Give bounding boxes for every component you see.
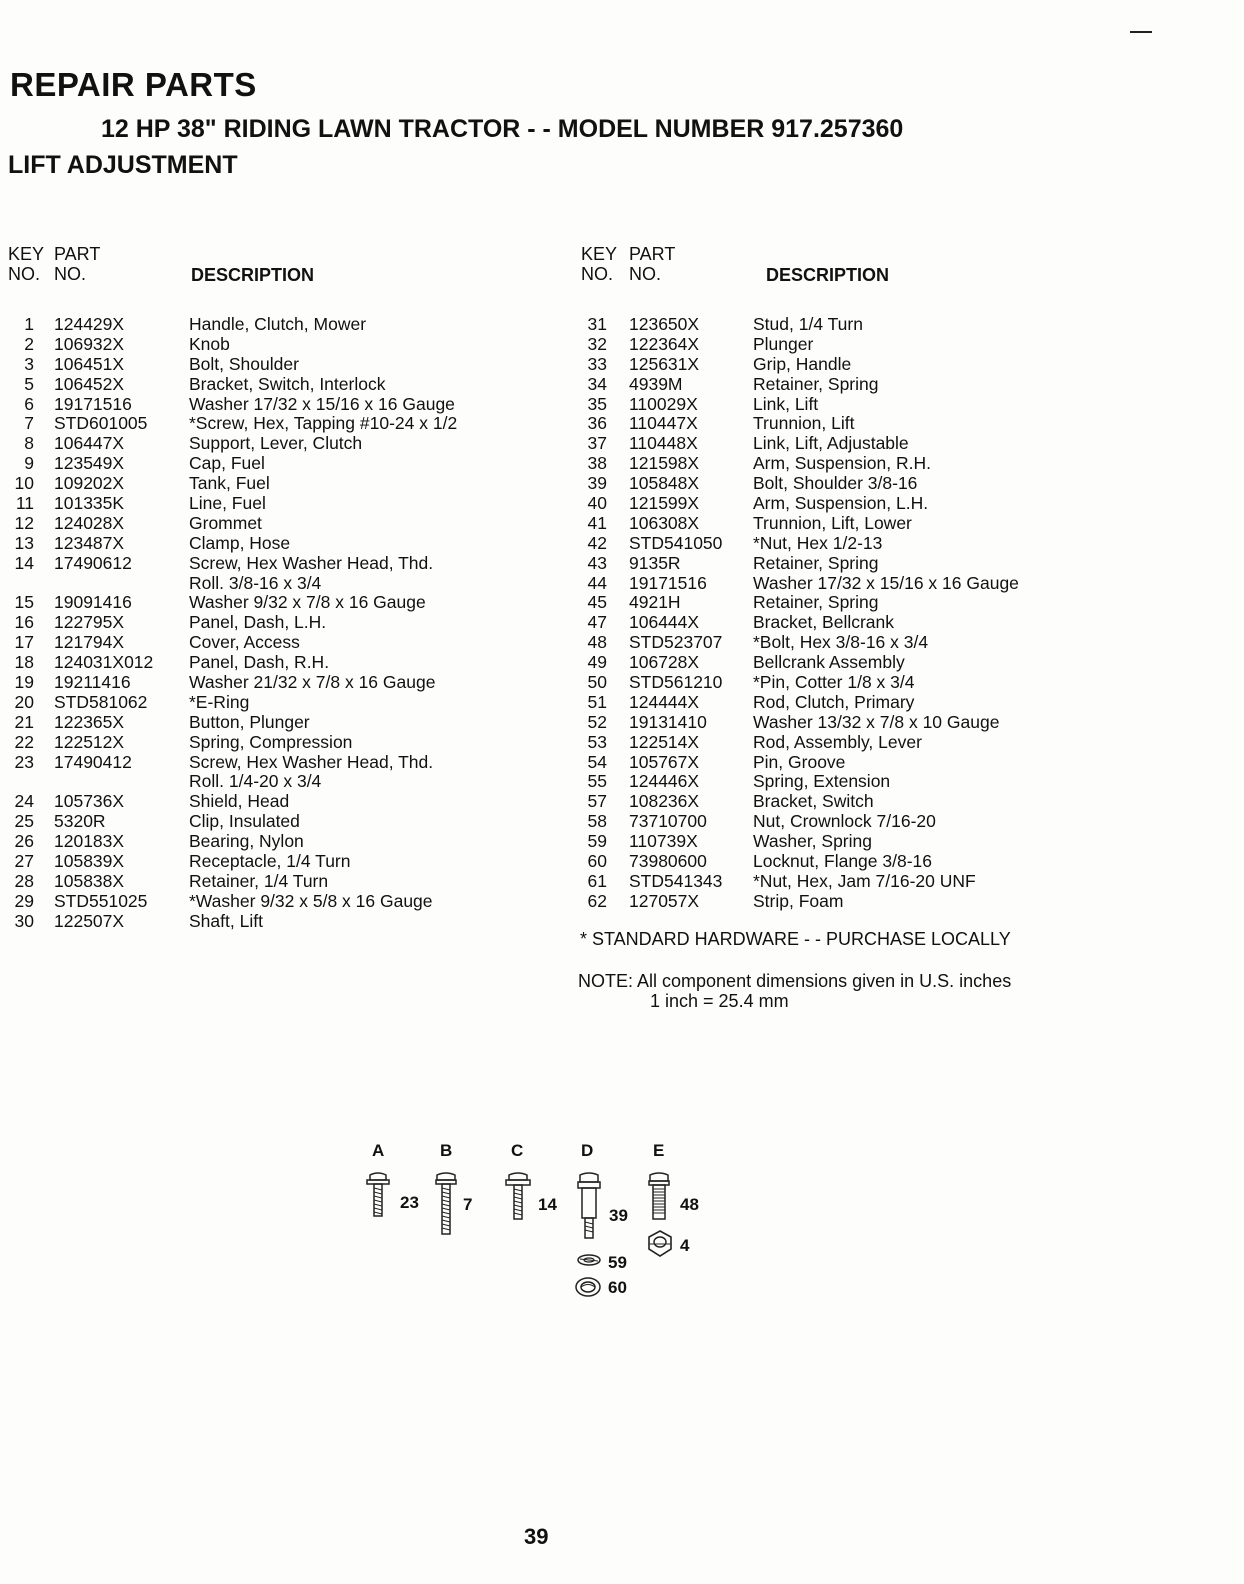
table-row — [581, 474, 1221, 494]
part-no: 105736X — [54, 791, 125, 812]
hex-washer-screw-icon — [366, 1172, 390, 1222]
key-no: 1 — [24, 314, 34, 334]
table-row — [8, 434, 568, 454]
table-row — [8, 395, 568, 415]
part-no: 19211416 — [54, 672, 131, 693]
part-no: 122795X — [54, 612, 125, 633]
table-row — [8, 772, 568, 792]
page-number: 39 — [524, 1524, 549, 1549]
description: Line, Fuel — [189, 493, 266, 514]
key-no: 13 — [14, 532, 34, 553]
key-no: 51 — [587, 691, 607, 712]
part-no: 122365X — [54, 711, 125, 732]
key-no: 35 — [587, 393, 607, 414]
key-no: 10 — [14, 473, 34, 494]
description: Washer 13/32 x 7/8 x 10 Gauge — [753, 711, 1000, 732]
table-header — [581, 245, 1221, 315]
part-no: 124031X012 — [54, 652, 154, 673]
table-row — [581, 315, 1221, 335]
hardware-label-59: 59 — [608, 1253, 627, 1272]
key-no: 45 — [587, 592, 607, 613]
part-no: 124028X — [54, 512, 125, 533]
key-no: 27 — [14, 851, 34, 872]
description: Retainer, Spring — [753, 592, 879, 613]
table-row — [8, 812, 568, 832]
table-row — [581, 772, 1221, 792]
key-no: 59 — [587, 831, 607, 852]
hardware-letter-e: E — [653, 1141, 665, 1160]
key-no: 53 — [587, 731, 607, 752]
part-no: 19091416 — [54, 592, 132, 613]
description: Handle, Clutch, Mower — [189, 314, 367, 334]
part-no: 105767X — [629, 751, 700, 772]
description: Plunger — [753, 333, 814, 354]
table-row — [8, 713, 568, 733]
description: Shield, Head — [189, 791, 290, 812]
part-no: 120183X — [54, 831, 125, 852]
key-no: 6 — [24, 393, 34, 414]
part-no: 122507X — [54, 910, 125, 931]
part-no: STD541343 — [629, 870, 723, 891]
description: Washer 21/32 x 7/8 x 16 Gauge — [189, 672, 436, 693]
key-no: 8 — [24, 433, 34, 454]
part-no: 122364X — [629, 333, 700, 354]
description: *E-Ring — [189, 691, 250, 712]
table-row — [581, 812, 1221, 832]
description: Retainer, Spring — [753, 373, 879, 394]
table-row — [8, 514, 568, 534]
hardware-label-23: 23 — [400, 1193, 419, 1212]
table-row — [581, 892, 1221, 912]
hardware-letter-d: D — [581, 1141, 594, 1160]
part-no: 122512X — [54, 731, 125, 752]
table-row — [581, 832, 1221, 852]
description: Shaft, Lift — [189, 910, 263, 931]
header-no: NO. — [581, 264, 614, 284]
key-no: 22 — [14, 731, 34, 752]
hardware-label-60: 60 — [608, 1278, 627, 1297]
part-no: 106444X — [629, 612, 700, 633]
key-no: 24 — [14, 791, 34, 812]
part-no: 17490412 — [54, 751, 132, 772]
table-row — [581, 633, 1221, 653]
part-no: STD561210 — [629, 672, 723, 693]
table-row — [8, 494, 568, 514]
description: Bellcrank Assembly — [753, 652, 905, 673]
header-no: NO. — [8, 264, 41, 284]
table-row — [8, 633, 568, 653]
part-no: 121794X — [54, 632, 125, 653]
hardware-label-4: 4 — [680, 1236, 690, 1255]
key-no: 42 — [587, 532, 607, 553]
description: Roll. 1/4-20 x 3/4 — [189, 771, 322, 792]
key-no: 55 — [587, 771, 607, 792]
key-no: 34 — [587, 373, 607, 394]
part-no: 4921H — [629, 592, 681, 613]
table-row — [8, 534, 568, 554]
key-no: 61 — [587, 870, 607, 891]
part-no: 9135R — [629, 552, 681, 573]
dimension-note: NOTE: All component dimensions given in U.S. inches — [578, 971, 1012, 991]
key-no: 16 — [14, 612, 34, 633]
table-row — [581, 792, 1221, 812]
table-header — [8, 245, 568, 315]
part-no: 110739X — [629, 831, 698, 852]
description: *Pin, Cotter 1/8 x 3/4 — [753, 672, 915, 693]
description: Washer 17/32 x 15/16 x 16 Gauge — [189, 393, 455, 414]
header-key: KEY — [8, 244, 45, 264]
key-no: 17 — [14, 632, 34, 653]
key-no: 62 — [587, 890, 607, 911]
key-no: 43 — [587, 552, 607, 573]
key-no: 47 — [587, 612, 607, 633]
description: Knob — [189, 333, 230, 354]
page-title: REPAIR PARTS — [10, 66, 257, 103]
spring-washer-icon — [576, 1253, 602, 1267]
hardware-letter-b: B — [440, 1141, 453, 1160]
hardware-label-14: 14 — [538, 1195, 557, 1214]
part-no: 108236X — [629, 791, 700, 812]
table-row — [8, 892, 568, 912]
key-no: 49 — [587, 652, 607, 673]
part-no: 105848X — [629, 473, 700, 494]
table-row — [581, 514, 1221, 534]
part-no: STD523707 — [629, 632, 723, 653]
table-row — [581, 653, 1221, 673]
key-no: 60 — [587, 851, 607, 872]
key-no: 9 — [24, 453, 34, 474]
hardware-label-48: 48 — [680, 1195, 699, 1214]
hardware-letter-a: A — [372, 1141, 385, 1160]
table-row — [8, 355, 568, 375]
key-no: 54 — [587, 751, 607, 772]
section-title: LIFT ADJUSTMENT — [8, 151, 238, 179]
hardware-label-7: 7 — [463, 1195, 473, 1214]
part-no: STD551025 — [54, 890, 148, 911]
part-no: 124429X — [54, 314, 125, 334]
description: Nut, Crownlock 7/16-20 — [753, 811, 936, 832]
description: Washer, Spring — [753, 831, 872, 852]
key-no: 50 — [587, 672, 607, 693]
table-row — [8, 872, 568, 892]
part-no: 73710700 — [629, 811, 707, 832]
description: Link, Lift — [753, 393, 819, 414]
part-no: STD601005 — [54, 413, 148, 434]
table-row — [8, 613, 568, 633]
table-row — [8, 335, 568, 355]
key-no: 5 — [24, 373, 34, 394]
table-row — [8, 593, 568, 613]
description: Arm, Suspension, L.H. — [753, 493, 929, 514]
table-row — [8, 315, 568, 335]
description: *Washer 9/32 x 5/8 x 16 Gauge — [189, 890, 433, 911]
table-row — [8, 852, 568, 872]
key-no: 29 — [14, 890, 34, 911]
key-no: 7 — [24, 413, 34, 434]
part-no: 123650X — [629, 314, 700, 334]
part-no: 73980600 — [629, 851, 707, 872]
part-no: 124446X — [629, 771, 700, 792]
description: Panel, Dash, R.H. — [189, 652, 330, 673]
table-row — [581, 494, 1221, 514]
table-row — [8, 414, 568, 434]
part-no: 125631X — [629, 353, 700, 374]
key-no: 18 — [14, 652, 34, 673]
part-no: 122514X — [629, 731, 700, 752]
part-no: 127057X — [629, 890, 700, 911]
header-part: PART — [54, 244, 101, 264]
description: Washer 9/32 x 7/8 x 16 Gauge — [189, 592, 426, 613]
key-no: 25 — [14, 811, 34, 832]
description: Bracket, Bellcrank — [753, 612, 895, 633]
description: Roll. 3/8-16 x 3/4 — [189, 572, 322, 593]
table-row — [8, 574, 568, 594]
description: Bracket, Switch — [753, 791, 874, 812]
table-row — [8, 832, 568, 852]
table-row — [581, 733, 1221, 753]
description: Washer 17/32 x 15/16 x 16 Gauge — [753, 572, 1019, 593]
key-no: 19 — [14, 672, 34, 693]
key-no: 14 — [14, 552, 34, 573]
table-row — [581, 574, 1221, 594]
table-row — [581, 753, 1221, 773]
key-no: 40 — [587, 493, 607, 514]
table-row — [8, 912, 568, 932]
table-row — [581, 673, 1221, 693]
key-no: 44 — [587, 572, 607, 593]
part-no: 5320R — [54, 811, 106, 832]
standard-hardware-note: * STANDARD HARDWARE - - PURCHASE LOCALLY — [580, 929, 1011, 949]
part-no: 105839X — [54, 851, 125, 872]
key-no: 2 — [24, 333, 34, 354]
table-row — [581, 852, 1221, 872]
table-row — [581, 593, 1221, 613]
description: Rod, Clutch, Primary — [753, 691, 915, 712]
part-no: 106452X — [54, 373, 125, 394]
description: Bracket, Switch, Interlock — [189, 373, 386, 394]
description: Grip, Handle — [753, 353, 852, 374]
description: *Screw, Hex, Tapping #10-24 x 1/2 — [189, 413, 458, 434]
header-part-no: NO. — [629, 264, 662, 284]
key-no: 28 — [14, 870, 34, 891]
part-no: 121598X — [629, 453, 700, 474]
conversion-note: 1 inch = 25.4 mm — [650, 991, 789, 1011]
part-no: 106728X — [629, 652, 700, 673]
description: Strip, Foam — [753, 890, 844, 911]
description: Panel, Dash, L.H. — [189, 612, 327, 633]
table-row — [581, 414, 1221, 434]
key-no: 21 — [14, 711, 34, 732]
hex-bolt-icon — [647, 1172, 671, 1224]
description: Stud, 1/4 Turn — [753, 314, 863, 334]
hex-washer-screw-icon — [505, 1172, 531, 1224]
table-row — [581, 693, 1221, 713]
part-no: 123487X — [54, 532, 125, 553]
part-no: 105838X — [54, 870, 125, 891]
table-row — [8, 474, 568, 494]
table-row — [8, 653, 568, 673]
description: Pin, Groove — [753, 751, 846, 772]
key-no: 41 — [587, 512, 607, 533]
key-no: 57 — [587, 791, 607, 812]
hardware-letter-c: C — [511, 1141, 524, 1160]
key-no: 23 — [14, 751, 34, 772]
description: Trunnion, Lift, Lower — [753, 512, 912, 533]
key-no: 11 — [15, 493, 34, 514]
description: Support, Lever, Clutch — [189, 433, 363, 454]
hex-nut-icon — [646, 1229, 674, 1259]
part-no: 121599X — [629, 493, 700, 514]
part-no: 106308X — [629, 512, 700, 533]
table-row — [8, 554, 568, 574]
description: Spring, Compression — [189, 731, 353, 752]
description: Clip, Insulated — [189, 811, 300, 832]
part-no: 17490612 — [54, 552, 132, 573]
table-row — [581, 434, 1221, 454]
hardware-label-39: 39 — [609, 1206, 628, 1225]
table-row — [581, 872, 1221, 892]
corner-mark — [1130, 31, 1152, 33]
description: Bolt, Shoulder 3/8-16 — [753, 473, 918, 494]
part-no: STD581062 — [54, 691, 148, 712]
table-row — [581, 355, 1221, 375]
description: Rod, Assembly, Lever — [753, 731, 922, 752]
key-no: 52 — [587, 711, 607, 732]
header-description: DESCRIPTION — [191, 265, 315, 285]
key-no: 30 — [14, 910, 34, 931]
description: Bearing, Nylon — [189, 831, 304, 852]
header-part: PART — [629, 244, 676, 264]
table-row — [8, 693, 568, 713]
description: *Nut, Hex, Jam 7/16-20 UNF — [753, 870, 976, 891]
part-no: 123549X — [54, 453, 125, 474]
description: Screw, Hex Washer Head, Thd. — [189, 751, 434, 772]
key-no: 3 — [24, 353, 34, 374]
table-row — [8, 673, 568, 693]
table-row — [581, 375, 1221, 395]
key-no: 15 — [14, 592, 34, 613]
key-no: 32 — [587, 333, 607, 354]
table-row — [581, 613, 1221, 633]
parts-table-left — [8, 245, 568, 932]
shoulder-bolt-icon — [576, 1172, 602, 1242]
header-key: KEY — [581, 244, 618, 264]
table-row — [8, 753, 568, 773]
tapping-screw-icon — [434, 1172, 458, 1238]
description: Link, Lift, Adjustable — [753, 433, 909, 454]
table-row — [581, 713, 1221, 733]
description: Screw, Hex Washer Head, Thd. — [189, 552, 434, 573]
header-part-no: NO. — [54, 264, 87, 284]
description: *Nut, Hex 1/2-13 — [753, 532, 883, 553]
description: Button, Plunger — [189, 711, 310, 732]
description: Spring, Extension — [753, 771, 891, 792]
part-no: 19131410 — [629, 711, 707, 732]
description: Cap, Fuel — [189, 453, 265, 474]
part-no: 4939M — [629, 373, 683, 394]
table-row — [581, 454, 1221, 474]
part-no: 109202X — [54, 473, 125, 494]
table-row — [581, 554, 1221, 574]
flange-locknut-icon — [574, 1276, 602, 1298]
description: Grommet — [189, 512, 262, 533]
part-no: 106932X — [54, 333, 125, 354]
table-row — [581, 395, 1221, 415]
description: Arm, Suspension, R.H. — [753, 453, 931, 474]
description: Cover, Access — [189, 632, 300, 653]
table-row — [8, 375, 568, 395]
part-no: 101335K — [54, 493, 125, 514]
key-no: 38 — [587, 453, 607, 474]
description: Locknut, Flange 3/8-16 — [753, 851, 933, 872]
parts-table-right — [581, 245, 1221, 912]
part-no: STD541050 — [629, 532, 723, 553]
key-no: 48 — [587, 632, 607, 653]
key-no: 12 — [14, 512, 34, 533]
description: Bolt, Shoulder — [189, 353, 299, 374]
part-no: 106447X — [54, 433, 125, 454]
description: Trunnion, Lift — [753, 413, 855, 434]
description: Retainer, Spring — [753, 552, 879, 573]
description: *Bolt, Hex 3/8-16 x 3/4 — [753, 632, 929, 653]
table-row — [8, 792, 568, 812]
table-row — [581, 335, 1221, 355]
header-description: DESCRIPTION — [766, 265, 890, 285]
key-no: 37 — [587, 433, 607, 454]
part-no: 19171516 — [629, 572, 707, 593]
key-no: 36 — [587, 413, 607, 434]
table-row — [8, 733, 568, 753]
part-no: 110029X — [629, 393, 698, 414]
key-no: 33 — [587, 353, 607, 374]
table-row — [581, 534, 1221, 554]
part-no: 124444X — [629, 691, 700, 712]
model-subtitle: 12 HP 38" RIDING LAWN TRACTOR - - MODEL NUMBER 917.257360 — [101, 115, 904, 143]
part-no: 106451X — [54, 353, 125, 374]
key-no: 20 — [14, 691, 34, 712]
key-no: 58 — [587, 811, 607, 832]
part-no: 110448X — [629, 433, 698, 454]
table-row — [8, 454, 568, 474]
part-no: 110447X — [629, 413, 698, 434]
key-no: 31 — [587, 314, 607, 334]
description: Receptacle, 1/4 Turn — [189, 851, 351, 872]
key-no: 26 — [14, 831, 34, 852]
key-no: 39 — [587, 473, 607, 494]
part-no: 19171516 — [54, 393, 132, 414]
description: Retainer, 1/4 Turn — [189, 870, 329, 891]
description: Tank, Fuel — [189, 473, 270, 494]
description: Clamp, Hose — [189, 532, 291, 553]
